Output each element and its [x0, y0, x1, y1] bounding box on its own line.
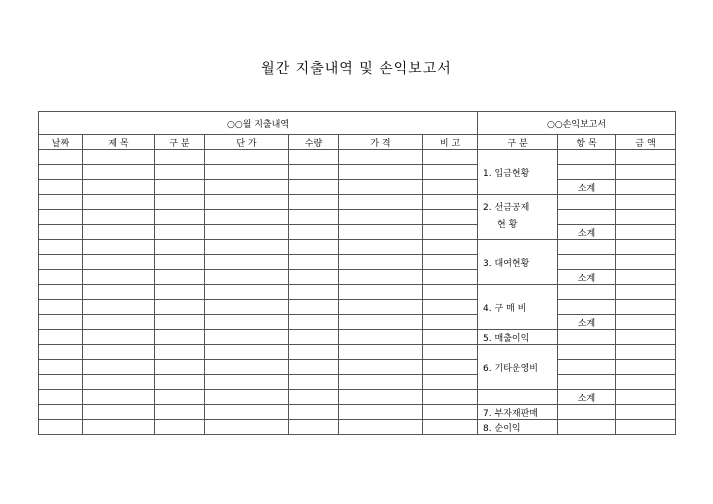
category-loan-status: 3. 대여현황 — [478, 240, 558, 285]
table-row — [39, 315, 676, 330]
header-amount: 금 액 — [616, 135, 676, 150]
subtotal-label: 소계 — [558, 225, 616, 240]
table-row — [39, 150, 676, 165]
expense-section-title: ○○월 지출내역 — [39, 112, 478, 135]
table-row — [39, 420, 676, 435]
header-quantity: 수량 — [289, 135, 339, 150]
table-row — [39, 285, 676, 300]
subtotal-label: 소계 — [558, 180, 616, 195]
expense-profit-form — [38, 111, 676, 435]
header-division: 구 분 — [155, 135, 205, 150]
category-other-operating-cost: 6. 기타운영비 — [478, 345, 558, 390]
table-row — [39, 195, 676, 210]
table-row — [39, 375, 676, 390]
table-row — [39, 240, 676, 255]
table-row — [39, 165, 676, 180]
category-purchase-cost: 4. 구 매 비 — [478, 285, 558, 330]
table-row — [39, 225, 676, 240]
page-title: 월간 지출내역 및 손익보고서 — [261, 61, 452, 77]
header-date: 날짜 — [39, 135, 83, 150]
category-debt-sales: 7. 부자재판매 — [478, 405, 558, 420]
table-row — [39, 360, 676, 375]
header-unit-price: 단 가 — [205, 135, 289, 150]
table-row — [39, 330, 676, 345]
subtotal-label: 소계 — [558, 390, 616, 405]
report-section-title: ○○손익보고서 — [478, 112, 676, 135]
table-row — [39, 345, 676, 360]
header-report-division: 구 분 — [478, 135, 558, 150]
header-price: 가 격 — [339, 135, 423, 150]
subtotal-label: 소계 — [558, 315, 616, 330]
table-row — [39, 270, 676, 285]
header-subject: 제 목 — [83, 135, 155, 150]
header-remarks: 비 고 — [423, 135, 478, 150]
table-row — [39, 255, 676, 270]
table-row — [39, 180, 676, 195]
header-item: 항 목 — [558, 135, 616, 150]
table-row — [39, 405, 676, 420]
table-row — [39, 390, 676, 405]
subtotal-label: 소계 — [558, 270, 616, 285]
category-sales-profit: 5. 매출이익 — [478, 330, 558, 345]
table-row — [39, 300, 676, 315]
category-income-status: 1. 입금현황 — [478, 150, 558, 195]
category-net-profit: 8. 순이익 — [478, 420, 558, 435]
table-row — [39, 210, 676, 225]
category-advance-deduction: 2. 선금공제 현 황 — [478, 195, 558, 240]
